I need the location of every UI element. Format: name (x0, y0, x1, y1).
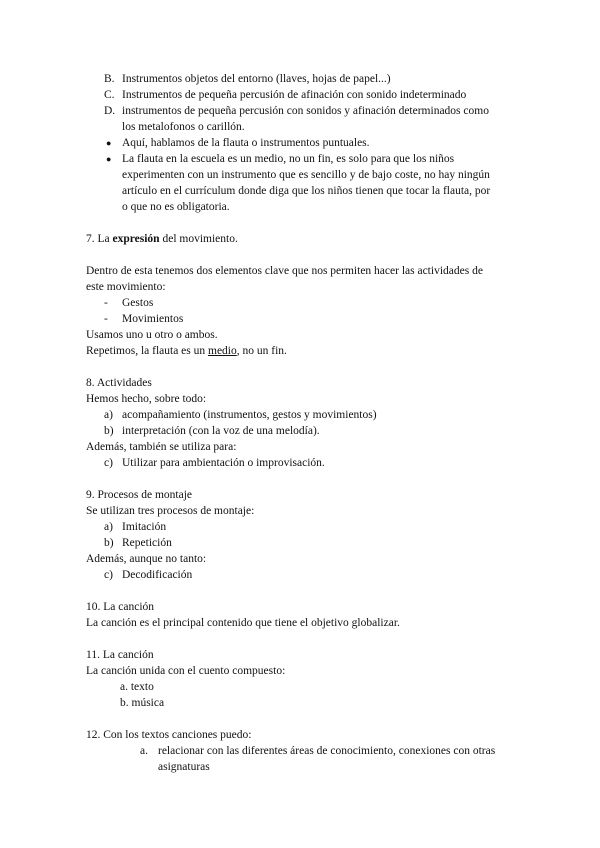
list-item-d-cont: los metalofonos o carillón. (122, 121, 245, 133)
list-marker: D. (104, 105, 116, 117)
list-item-cont: asignaturas (158, 761, 210, 773)
list-item: Utilizar para ambientación o improvisación. (122, 457, 325, 469)
bullet-item: La flauta en la escuela es un medio, no un fin, es solo para que los niños (122, 153, 455, 165)
list-marker: c) (104, 457, 113, 469)
list-item: Decodificación (122, 569, 193, 581)
list-marker: b) (104, 425, 114, 437)
section-9-title: 9. Procesos de montaje (86, 489, 193, 501)
list-item: Repetición (122, 537, 172, 549)
list-item: acompañamiento (instrumentos, gestos y movimientos) (122, 409, 377, 421)
list-item: interpretación (con la voz de una melodía). (122, 425, 320, 437)
list-marker: b) (104, 537, 114, 549)
list-marker: a) (104, 521, 113, 533)
list-item-movimientos: Movimientos (122, 313, 184, 325)
list-item: relacionar con las diferentes áreas de conocimiento, conexiones con otras (158, 745, 496, 757)
section-7-note: Usamos uno u otro o ambos. (86, 329, 218, 341)
section-10-text: La canción es el principal contenido que tiene el objetivo globalizar. (86, 617, 400, 629)
list-marker: c) (104, 569, 113, 581)
section-7-intro: Dentro de esta tenemos dos elementos clave que nos permiten hacer las actividades de (86, 265, 483, 277)
section-7-note-2: Repetimos, la flauta es un medio, no un fin. (86, 345, 287, 357)
list-item: a. texto (120, 681, 154, 693)
list-item: Imitación (122, 521, 167, 533)
section-9-intro: Se utilizan tres procesos de montaje: (86, 505, 255, 517)
section-7-title: 7. La expresión del movimiento. (86, 233, 238, 245)
list-marker: a. (140, 745, 148, 757)
bullet-item-cont: experimenten con un instrumento que es sencillo y de bajo coste, no hay ningún (122, 169, 490, 181)
dash-marker: - (104, 297, 108, 309)
list-item: b. música (120, 697, 165, 709)
section-11-text: La canción unida con el cuento compuesto: (86, 665, 286, 677)
section-9-also: Además, aunque no tanto: (86, 553, 207, 565)
list-item-gestos: Gestos (122, 297, 154, 309)
bullet-icon: ● (106, 138, 112, 148)
dash-marker: - (104, 313, 108, 325)
list-item-b: Instrumentos objetos del entorno (llaves, hojas de papel...) (122, 73, 391, 85)
list-item-c: Instrumentos de pequeña percusión de afinación con sonido indeterminado (122, 89, 467, 101)
list-marker: C. (104, 89, 115, 101)
list-marker: a) (104, 409, 113, 421)
bullet-icon: ● (106, 154, 112, 164)
section-11-title: 11. La canción (86, 649, 154, 661)
section-8-also: Además, también se utiliza para: (86, 441, 237, 453)
bullet-item-cont: o que no es obligatoria. (122, 201, 230, 213)
bullet-item: Aquí, hablamos de la flauta o instrumentos puntuales. (122, 137, 370, 149)
list-marker: B. (104, 73, 115, 85)
section-10-title: 10. La canción (86, 601, 155, 613)
section-12-title: 12. Con los textos canciones puedo: (86, 729, 252, 741)
section-8-intro: Hemos hecho, sobre todo: (86, 393, 207, 405)
section-8-title: 8. Actividades (86, 377, 152, 389)
section-7-intro-cont: este movimiento: (86, 281, 166, 293)
list-item-d: instrumentos de pequeña percusión con sonidos y afinación determinados como (122, 105, 489, 117)
bullet-item-cont: artículo en el currículum donde diga que los niños tienen que tocar la flauta, por (122, 185, 491, 197)
